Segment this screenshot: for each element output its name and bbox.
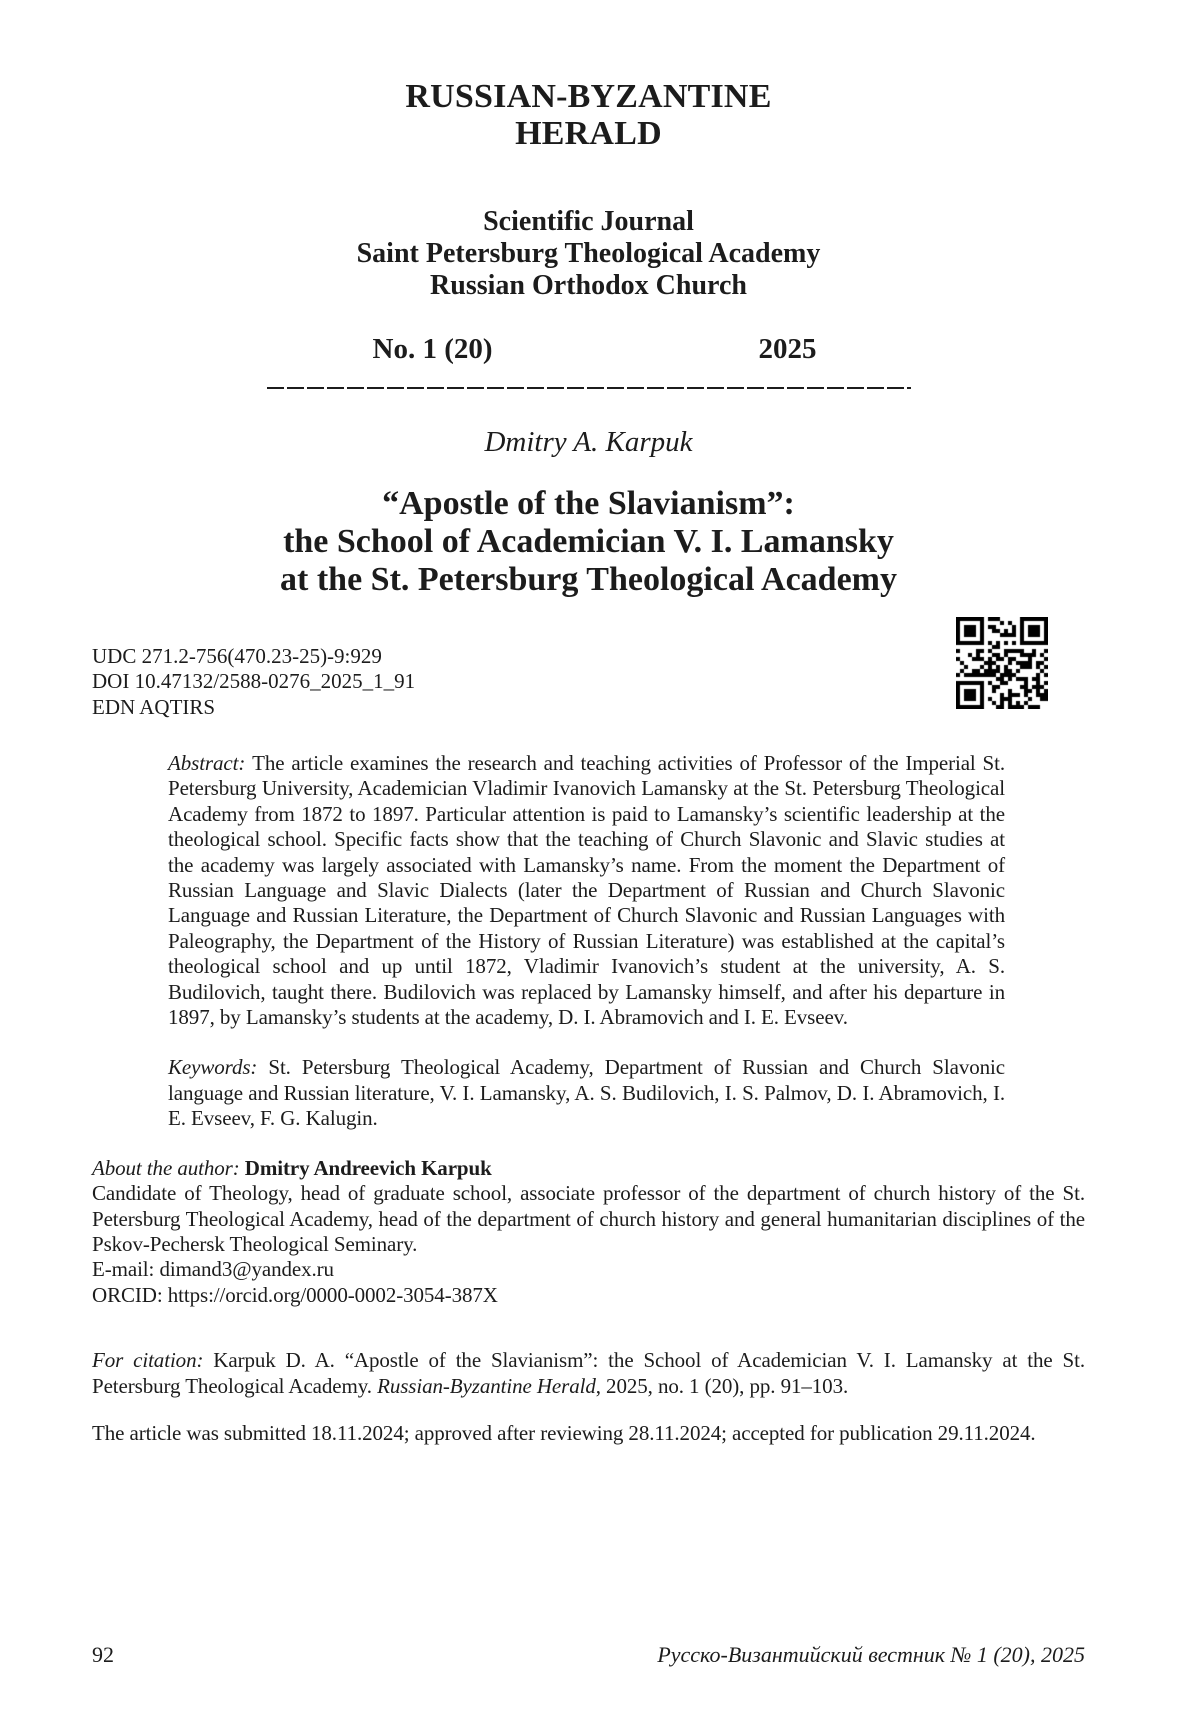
journal-subtitle xyxy=(92,206,1085,302)
email-line xyxy=(92,1257,1085,1282)
orcid-line xyxy=(92,1283,1085,1308)
about-author-bio: Candidate of Theology, head of graduate school, associate professor of the department of church history of the St. Petersburg Theological Academy, head of the department of church history and general humanitarian disciplines of the Pskov-Pechersk Theological Seminary. xyxy=(92,1181,1085,1256)
issue-row xyxy=(267,332,911,366)
article-identifiers xyxy=(92,644,1085,720)
citation-text-before: Karpuk D. A. “Apostle of the Slavianism”: the School of Academician V. I. Lamansky at the St. Petersburg Theological Academy. xyxy=(92,1348,1085,1398)
citation-paragraph xyxy=(92,1348,1085,1399)
orcid-link[interactable]: https://orcid.org/0000-0002-3054-387X xyxy=(167,1282,498,1307)
article-title-line1: “Apostle of the Slavianism”: xyxy=(382,485,795,522)
orcid-label: ORCID: xyxy=(92,1282,168,1307)
about-author-name: Dmitry Andreevich Karpuk xyxy=(244,1155,492,1180)
email-link[interactable]: dimand3@yandex.ru xyxy=(159,1257,334,1282)
running-title: Русско-Византийский вестник № 1 (20), 2025 xyxy=(657,1642,1085,1667)
journal-subtitle-line: Scientific Journal xyxy=(483,206,694,237)
header-divider-line xyxy=(267,386,911,389)
keywords-text: St. Petersburg Theological Academy, Department of Russian and Church Slavonic language and Russian literature, V. I. Lamansky, A. S. Budilovich, I. S. Palmov, D. I. Abramovich, I. E. Evseev, F. G. Kalugin. xyxy=(168,1055,1005,1131)
page-content xyxy=(92,0,1085,1467)
email-label: E-mail: xyxy=(92,1257,160,1282)
journal-name xyxy=(92,78,1085,152)
udc-code: UDC 271.2-756(470.23-25)-9:929 xyxy=(92,644,382,668)
journal-subtitle-line: Russian Orthodox Church xyxy=(430,270,747,301)
qr-code-icon xyxy=(956,617,1048,709)
article-title xyxy=(92,485,1085,599)
issue-number: No. 1 (20) xyxy=(372,333,493,365)
journal-name-line2: HERALD xyxy=(515,115,662,152)
article-meta-row xyxy=(92,644,1085,724)
issue-year: 2025 xyxy=(758,333,817,365)
article-title-line2: the School of Academician V. I. Lamansky xyxy=(283,523,894,560)
abstract-label: Abstract: xyxy=(168,751,253,775)
doi-code: DOI 10.47132/2588-0276_2025_1_91 xyxy=(92,669,416,694)
article-author: Dmitry A. Karpuk xyxy=(484,426,693,458)
submission-dates-paragraph: The article was submitted 18.11.2024; approved after reviewing 28.11.2024; accepted for publication 29.11.2024. xyxy=(92,1420,1036,1445)
about-author-heading xyxy=(92,1156,1085,1181)
edn-code: EDN AQTIRS xyxy=(92,694,216,719)
abstract-paragraph xyxy=(168,751,1005,1030)
citation-journal-name: Russian-Byzantine Herald xyxy=(377,1373,596,1398)
article-title-line3: at the St. Petersburg Theological Academy xyxy=(280,561,897,598)
keywords-label: Keywords: xyxy=(168,1055,269,1080)
citation-label: For citation: xyxy=(92,1348,214,1373)
abstract-text: The article examines the research and teaching activities of Professor of the Imperial St. Petersburg University, Academician Vladimir Ivanovich Lamansky at the St. Petersburg Theological Academy from 1872 to 1897. Particular attention is paid to Lamansky’s scientific leadership at the theological school. Specific facts show that the teaching of Church Slavonic and Slavic studies at the academy was largely associated with Lamansky’s name. From the moment the Department of Russian Language and Slavic Dialects (later the Department of Russian and Church Slavonic Language and Russian Literature, the Department of Church Slavonic and Russian Languages with Paleography, the Department of the History of Russian Literature) was established at the capital’s theological school and up until 1872, Vladimir Ivanovich’s student at the university, A. S. Budilovich, taught there. Budilovich was replaced by Lamansky himself, and after his departure in 1897, by Lamansky’s students at the academy, D. I. Abramovich and I. E. Evseev. xyxy=(168,751,1005,1030)
page-number: 92 xyxy=(92,1642,114,1667)
keywords-paragraph xyxy=(168,1055,1005,1131)
journal-subtitle-line: Saint Petersburg Theological Academy xyxy=(356,238,821,269)
citation-text-after: , 2025, no. 1 (20), pp. 91–103. xyxy=(595,1373,849,1398)
journal-name-line1: RUSSIAN-BYZANTINE xyxy=(405,78,772,115)
about-author-label: About the author: xyxy=(92,1155,245,1180)
page-footer xyxy=(92,1642,1085,1668)
about-author-block xyxy=(92,1156,1085,1308)
